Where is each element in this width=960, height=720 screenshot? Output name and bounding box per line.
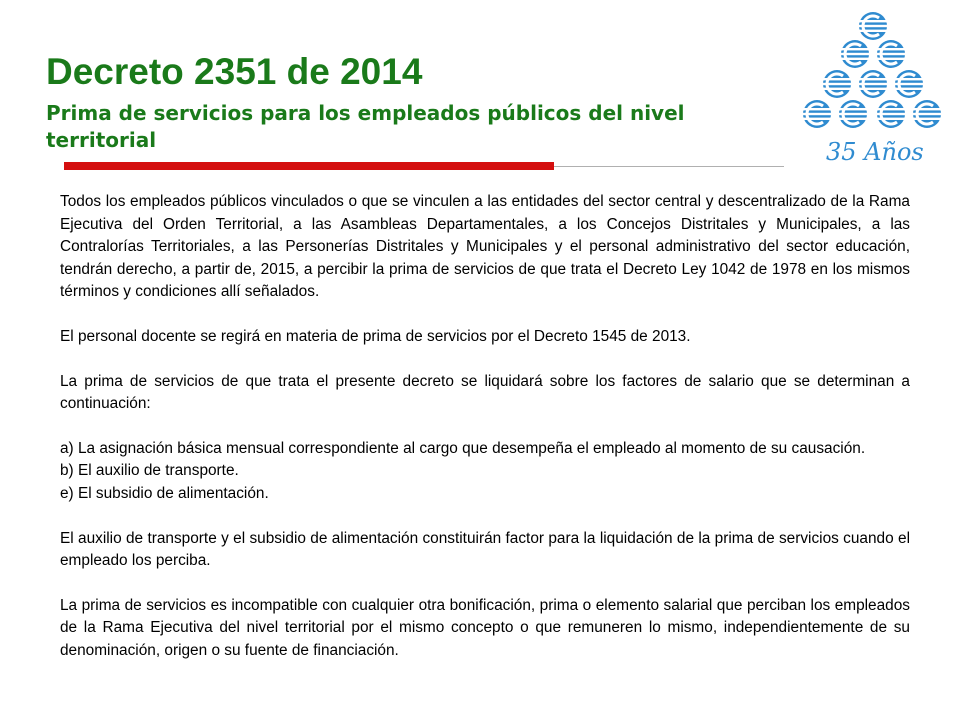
logo-ball (877, 40, 905, 68)
logo-ball (859, 70, 887, 98)
list-item-b: b) El auxilio de transporte. (60, 462, 239, 480)
logo-ball (841, 40, 869, 68)
list-item-a: a) La asignación básica mensual correspondiente al cargo que desempeña el empleado al momento de su causación. (60, 439, 866, 457)
decree-body (60, 191, 910, 663)
paragraph-2: El personal docente se regirá en materia de prima de servicios por el Decreto 1545 de 2013. (60, 327, 691, 345)
page-subtitle: Prima de servicios para los empleados públicos del nivel territorial (46, 101, 685, 152)
logo-ball (877, 100, 905, 128)
logo-ball (839, 100, 867, 128)
logo-caption: 35 Años (826, 138, 924, 166)
logo-ball (823, 70, 851, 98)
paragraph-5: La prima de servicios es incompatible con cualquier otra bonificación, prima o elemento salarial que perciban los empleados de la Rama Ejecutiva del nivel territorial por el mismo concepto o que remuneren lo mismo, independientemente de su denominación, origen o su fuente de financiación. (60, 596, 910, 659)
logo-ball (803, 100, 831, 128)
logo-ball (895, 70, 923, 98)
list-item-e: e) El subsidio de alimentación. (60, 484, 269, 502)
paragraph-4: El auxilio de transporte y el subsidio de alimentación constituirán factor para la liquidación de la prima de servicios cuando el empleado los perciba. (60, 529, 910, 570)
logo-ball (859, 12, 887, 40)
logo-ball (913, 100, 941, 128)
paragraph-1: Todos los empleados públicos vinculados o que se vinculen a las entidades del sector central y descentralizado de la Rama Ejecutiva del Orden Territorial, a las Asambleas Departamentales, a los Concejos Distritales y Municipales, a las Contralorías Territoriales, a las Personerías Distritales y Municipales y el personal administrativo del sector educación, tendrán derecho, a partir de, 2015, a percibir la prima de servicios de que trata el Decreto Ley 1042 de 1978 en los mismos términos y condiciones allí señalados. (60, 193, 910, 301)
page-title: Decreto 2351 de 2014 (46, 51, 423, 92)
accent-divider (64, 162, 554, 170)
divider-line (554, 166, 784, 167)
paragraph-3: La prima de servicios de que trata el presente decreto se liquidará sobre los factores de salario que se determinan a continuación: (60, 372, 910, 413)
